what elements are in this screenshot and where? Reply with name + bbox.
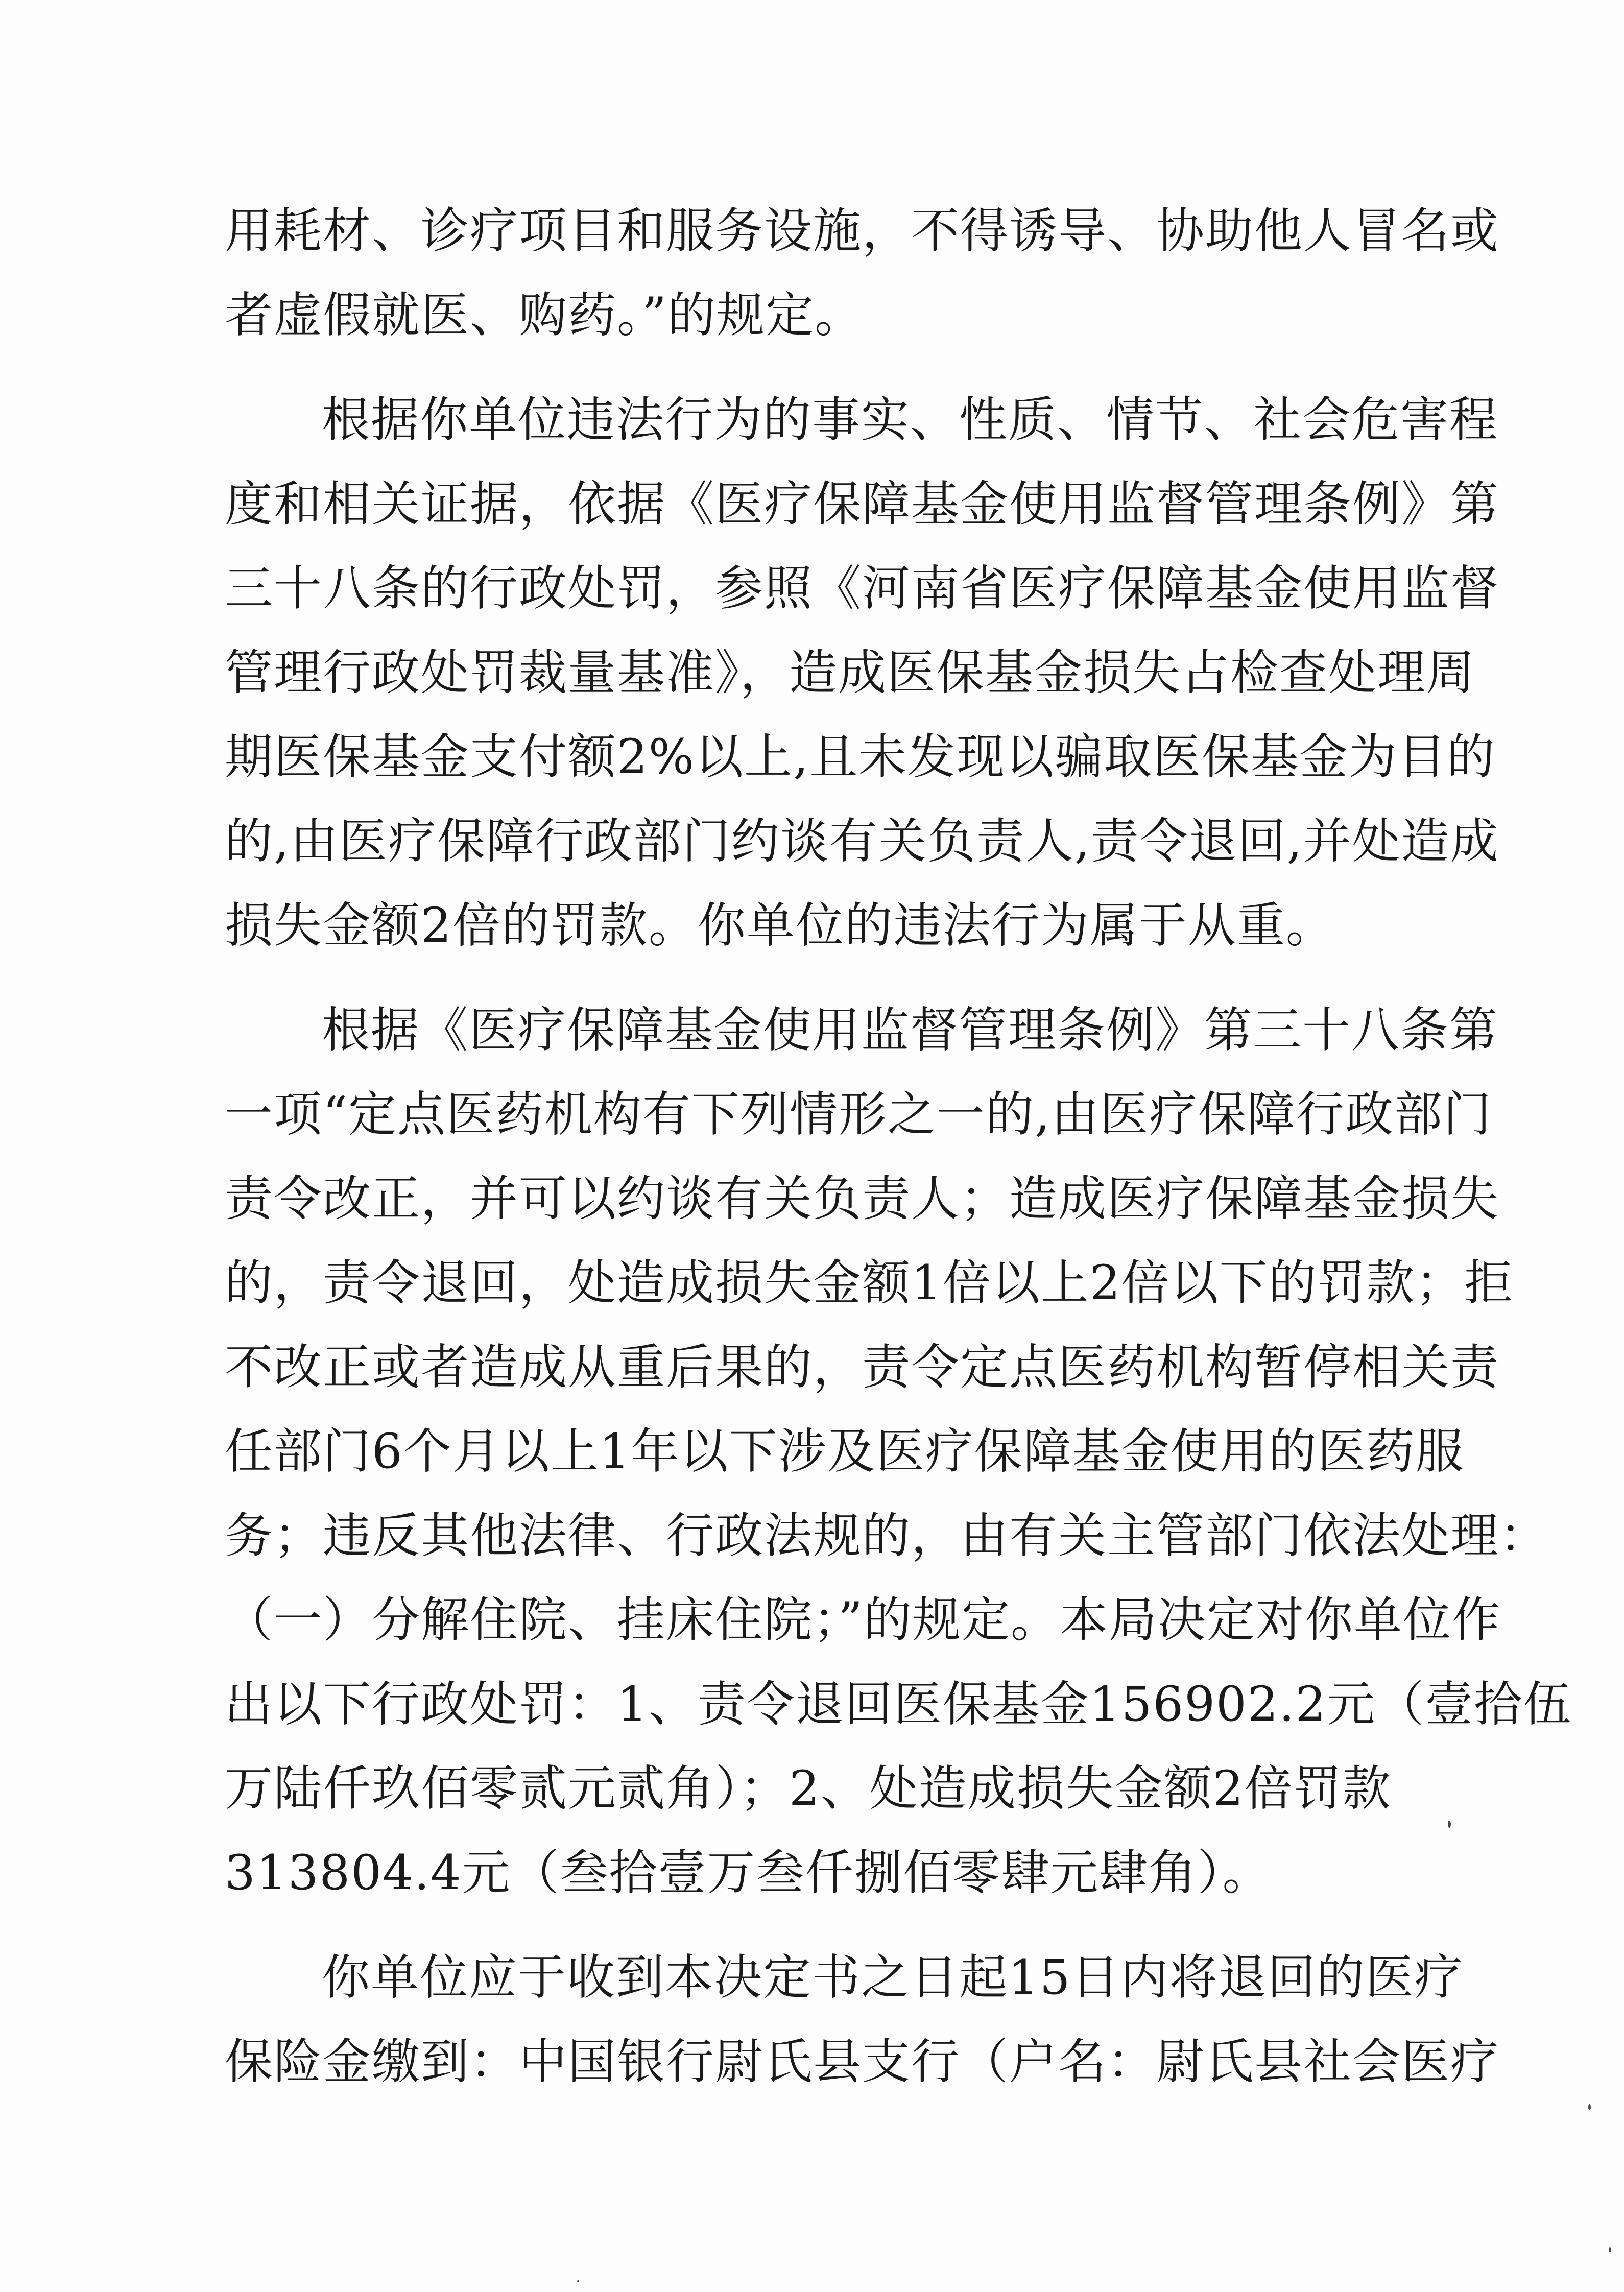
text-line: 者虚假就医、购药。”的规定。 [225,288,864,343]
text-line: 损失金额2倍的罚款。你单位的违法行为属于从重。 [225,898,1335,953]
document-body [225,189,1572,2104]
paragraph-4 [225,1936,1500,2104]
text-line: 期医保基金支付额2%以上,且未发现以骗取医保基金为目的 [225,729,1496,785]
text-line: 的，责令退回，处造成损失金额1倍以上2倍以下的罚款；拒 [225,1255,1514,1311]
text-line: 的,由医疗保障行政部门约谈有关负责人,责令退回,并处造成 [225,814,1499,869]
text-line: 你单位应于收到本决定书之日起15日内将退回的医疗 [322,1950,1464,2006]
scan-speck [1609,2247,1611,2252]
text-line: 出以下行政处罚：1、责令退回医保基金156902.2元（壹拾伍 [225,1677,1572,1732]
text-line: 保险金缴到：中国银行尉氏县支行（户名：尉氏县社会医疗 [225,2034,1500,2090]
text-line: 任部门6个月以上1年以下涉及医疗保障基金使用的医药服 [225,1424,1465,1479]
text-line: 责令改正，并可以约谈有关负责人；造成医疗保障基金损失 [225,1171,1500,1227]
paragraph-2 [225,378,1500,968]
text-line: 管理行政处罚裁量基准》，造成医保基金损失占检查处理周 [225,645,1476,701]
text-line: 根据《医疗保障基金使用监督管理条例》第三十八条第 [322,1002,1499,1058]
scan-speck [577,2280,579,2282]
text-line: 不改正或者造成从重后果的，责令定点医药机构暂停相关责 [225,1340,1500,1395]
text-line: 一项“定点医药机构有下列情形之一的,由医疗保障行政部门 [225,1087,1492,1142]
text-line: 万陆仟玖佰零贰元贰角）；2、处造成损失金额2倍罚款 [225,1761,1392,1817]
text-line: 务；违反其他法律、行政法规的，由有关主管部门依法处理： [225,1508,1549,1564]
scan-speck [1448,1821,1451,1828]
text-line: 根据你单位违法行为的事实、性质、情节、社会危害程 [322,392,1499,448]
scan-speck [1588,2104,1591,2110]
text-line: 用耗材、诊疗项目和服务设施，不得诱导、协助他人冒名或 [225,203,1500,259]
text-line: 三十八条的行政处罚，参照《河南省医疗保障基金使用监督 [225,561,1500,616]
text-line: 313804.4元（叁拾壹万叁仟捌佰零肆元肆角）。 [225,1845,1272,1901]
paragraph-3 [225,988,1572,1915]
paragraph-1 [225,189,1500,357]
text-line: 度和相关证据，依据《医疗保障基金使用监督管理条例》第 [225,476,1500,532]
text-line: （一）分解住院、挂床住院；”的规定。本局决定对你单位作 [225,1592,1501,1648]
